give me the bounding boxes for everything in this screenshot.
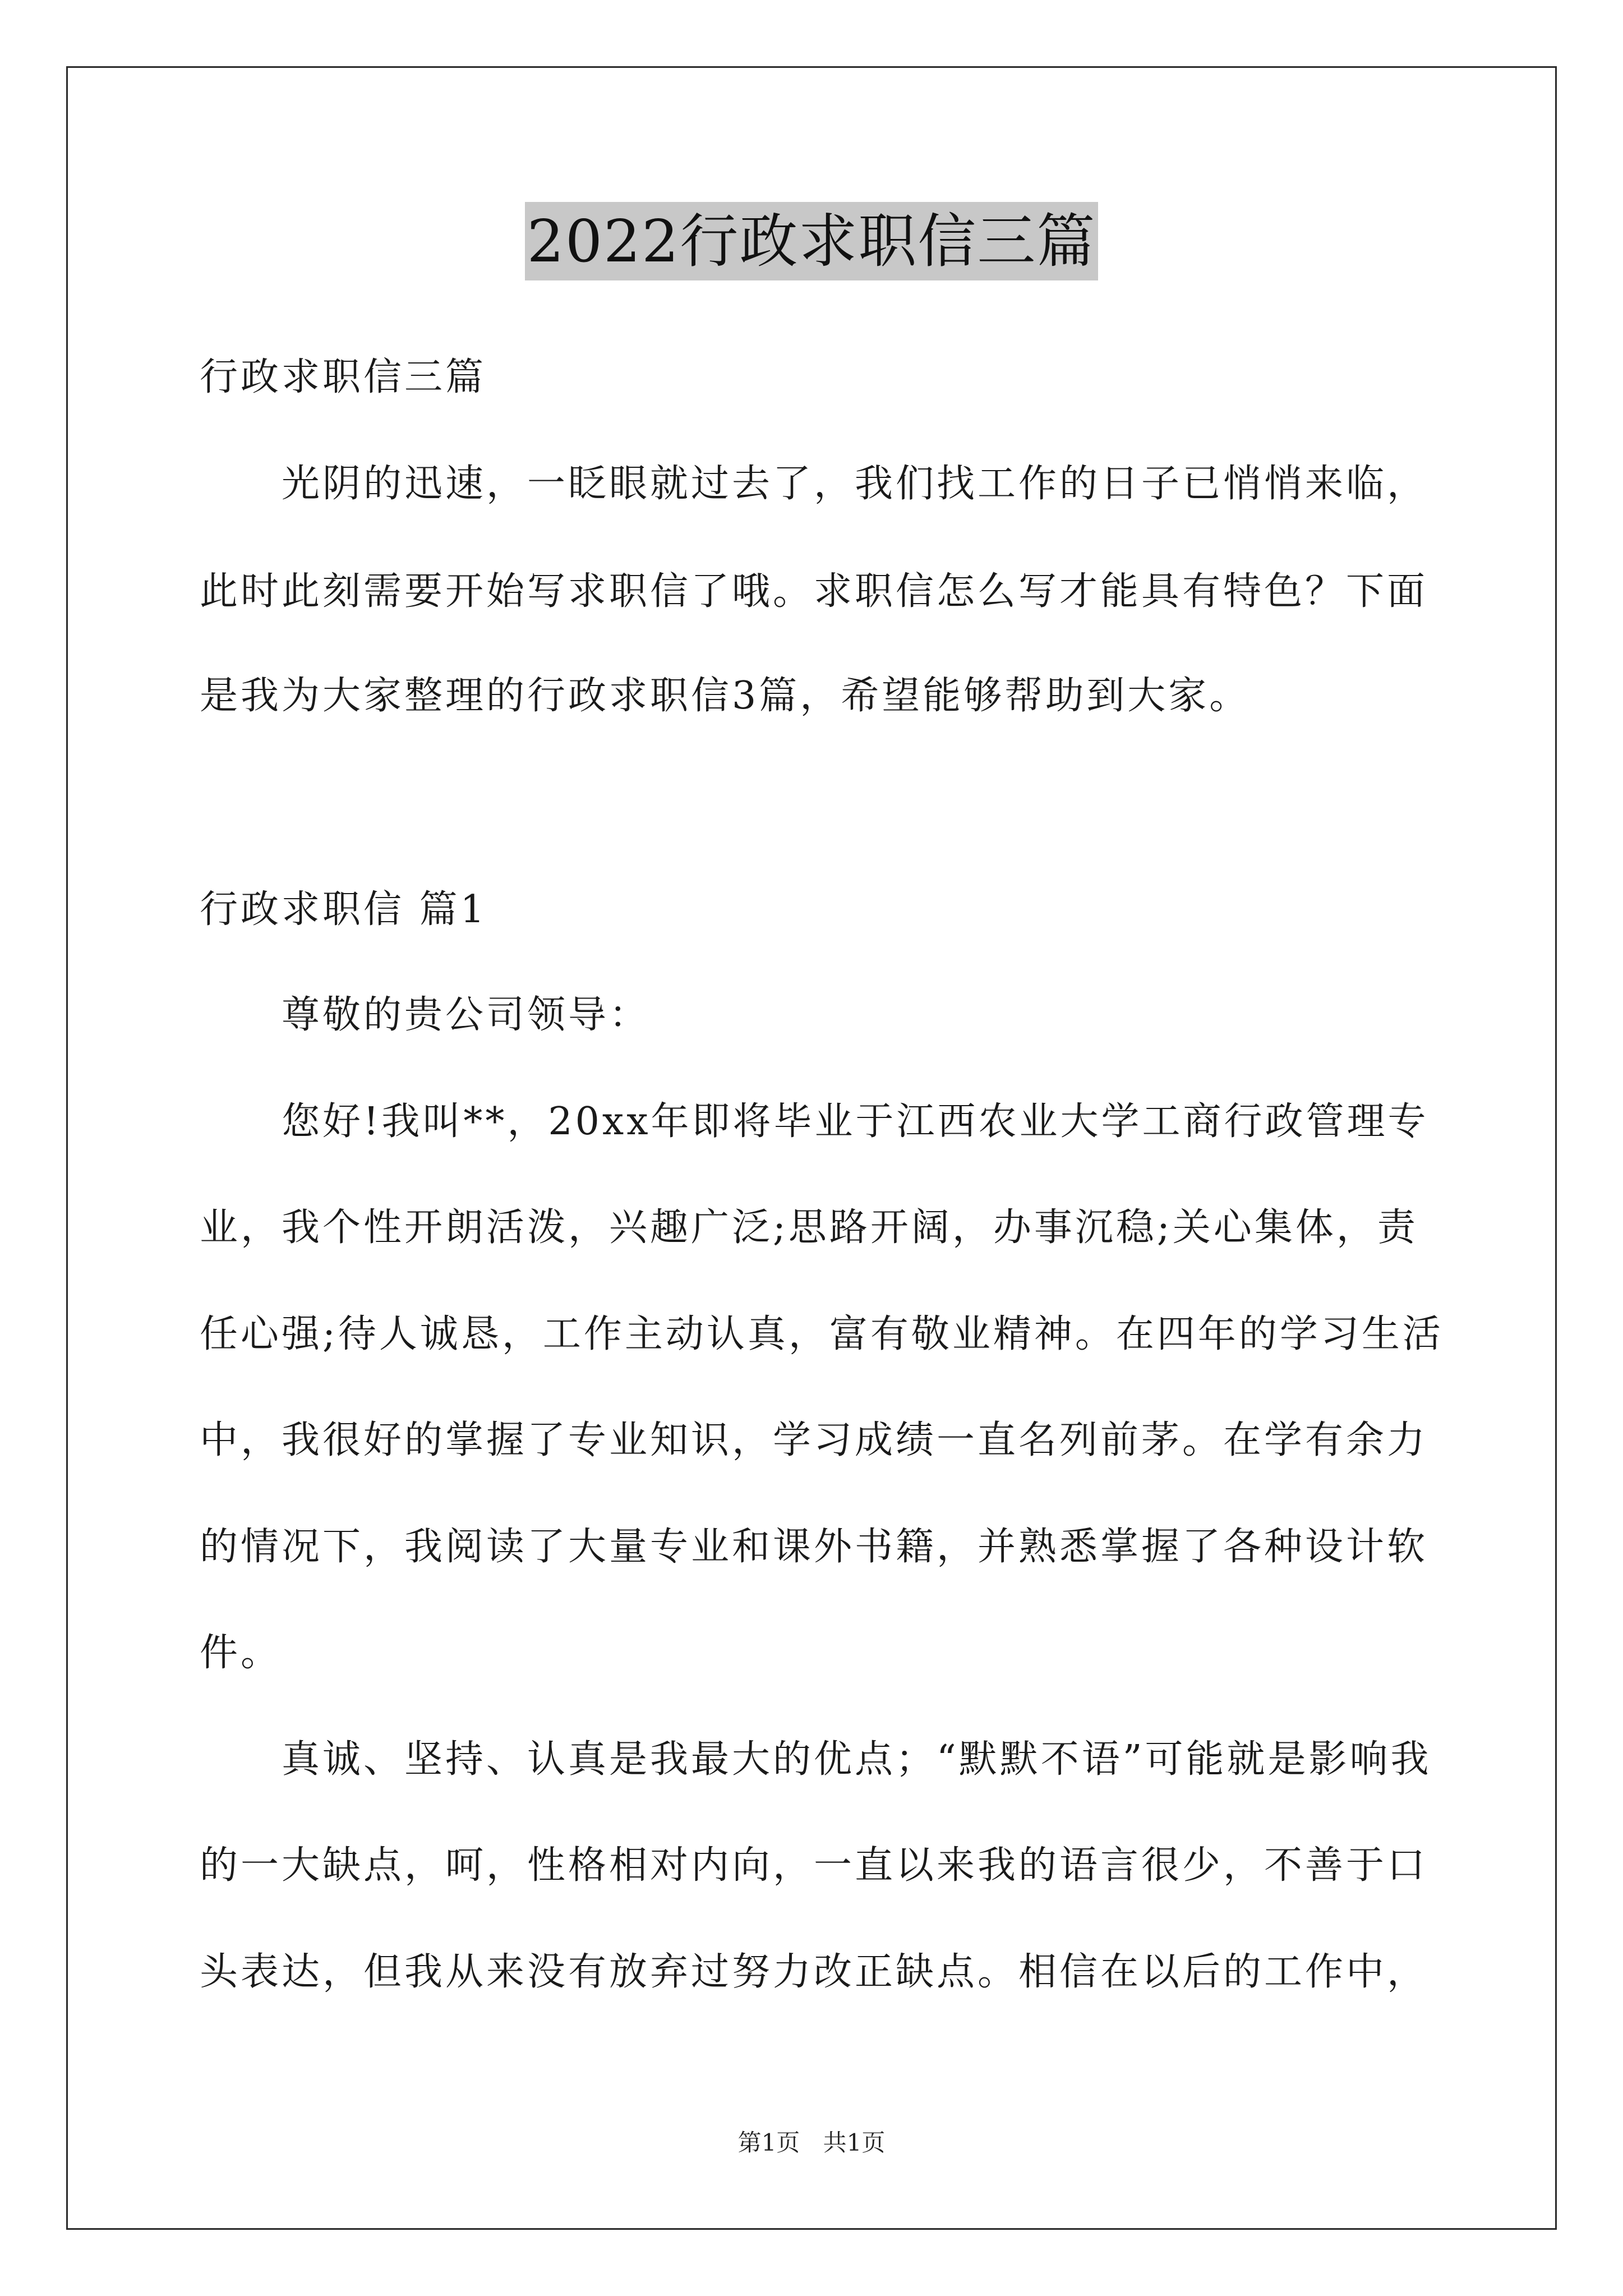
body-line: 的情况下，我阅读了大量专业和课外书籍，并熟悉掌握了各种设计软 — [200, 1525, 1428, 1569]
body-line: 件。 — [200, 1631, 282, 1675]
document-title: 2022行政求职信三篇 — [525, 202, 1099, 280]
body-line: 业，我个性开朗活泼，兴趣广泛;思路开阔，办事沉稳;关心集体，责 — [200, 1205, 1418, 1250]
body-line: 的一大缺点，呵，性格相对内向，一直以来我的语言很少，不善于口 — [200, 1843, 1428, 1888]
page-total: 共1页 — [823, 2129, 886, 2156]
body-line: 光阴的迅速，一眨眼就过去了，我们找工作的日子已悄悄来临， — [282, 462, 1428, 506]
title-container — [0, 202, 1623, 280]
page-footer — [0, 2126, 1623, 2160]
body-line: 是我为大家整理的行政求职信3篇，希望能够帮助到大家。 — [200, 674, 1251, 718]
body-line: 头表达，但我从来没有放弃过努力改正缺点。相信在以后的工作中， — [200, 1950, 1428, 1994]
section-heading: 行政求职信 篇1 — [200, 887, 487, 932]
body-line: 任心强;待人诚恳，工作主动认真，富有敬业精神。在四年的学习生活 — [200, 1312, 1444, 1356]
page-number: 第1页 — [737, 2129, 800, 2156]
body-line: 您好!我叫**，20xx年即将毕业于江西农业大学工商行政管理专 — [282, 1099, 1429, 1144]
section-heading: 行政求职信三篇 — [200, 355, 487, 399]
body-line: 中，我很好的掌握了专业知识，学习成绩一直名列前茅。在学有余力 — [200, 1418, 1428, 1462]
body-line: 此时此刻需要开始写求职信了哦。求职信怎么写才能具有特色？下面 — [200, 569, 1428, 614]
body-line: 真诚、坚持、认真是我最大的优点；“默默不语”可能就是影响我 — [282, 1737, 1432, 1782]
salutation: 尊敬的贵公司领导： — [282, 993, 651, 1037]
